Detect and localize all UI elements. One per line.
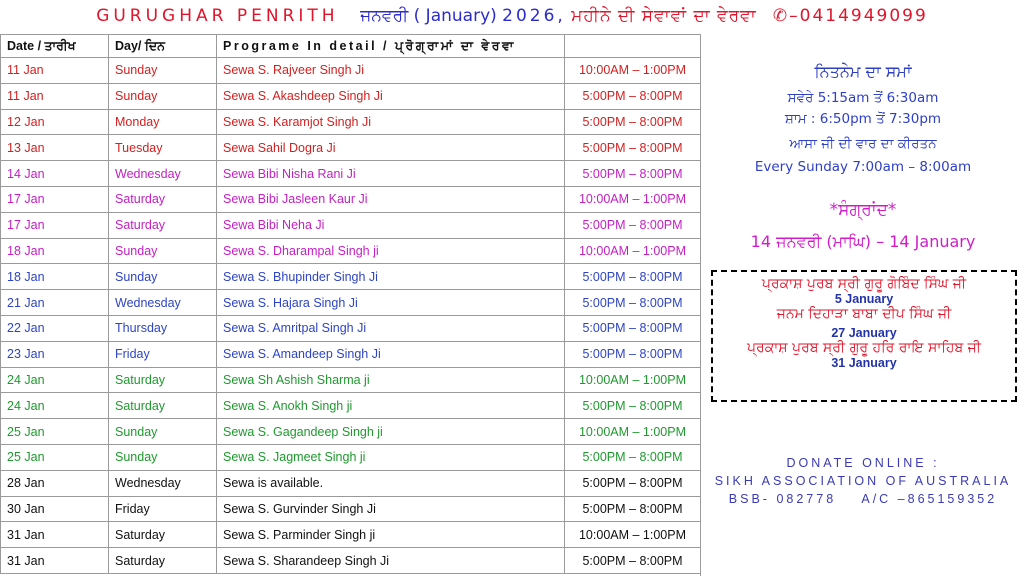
- cell-day: Sunday: [109, 419, 217, 445]
- cell-day: Tuesday: [109, 135, 217, 161]
- gurpurab-3-name: ਪ੍ਰਕਾਸ਼ ਪੁਰਬ ਸ੍ਰੀ ਗੁਰੂ ਹਰਿ ਰਾਇ ਸਾਹਿਬ ਜੀ: [747, 340, 981, 356]
- table-row: [1, 444, 701, 470]
- cell-time: 5:00PM – 8:00PM: [565, 264, 701, 290]
- cell-program: Sewa S. Gagandeep Singh ji: [217, 419, 565, 445]
- cell-program: Sewa S. Akashdeep Singh Ji: [217, 83, 565, 109]
- table-header-row: [1, 35, 701, 58]
- cell-day: Saturday: [109, 367, 217, 393]
- table-row: [1, 315, 701, 341]
- cell-program: Sewa S. Hajara Singh Ji: [217, 290, 565, 316]
- nitnem-evening: ਸ਼ਾਮ : 6:50pm ਤੋਂ 7:30pm: [784, 111, 942, 127]
- cell-time: 5:00PM – 8:00PM: [565, 161, 701, 187]
- gurughar-name: GURUGHAR PENRITH: [96, 6, 339, 26]
- cell-date: 25 Jan: [1, 419, 109, 445]
- cell-time: 5:00PM – 8:00PM: [565, 109, 701, 135]
- cell-program: Sewa Sahil Dogra Ji: [217, 135, 565, 161]
- sangrand-title: *ਸੰਗ੍ਰਾਂਦ*: [829, 200, 897, 220]
- table-row: [1, 470, 701, 496]
- cell-time: 5:00PM – 8:00PM: [565, 83, 701, 109]
- cell-date: 13 Jan: [1, 135, 109, 161]
- cell-day: Friday: [109, 496, 217, 522]
- subtitle-punjabi: ਮਹੀਨੇ ਦੀ ਸੇਵਾਵਾਂ ਦਾ ਵੇਰਵਾ: [571, 6, 757, 26]
- cell-date: 25 Jan: [1, 444, 109, 470]
- cell-date: 31 Jan: [1, 522, 109, 548]
- cell-program: Sewa S. Karamjot Singh Ji: [217, 109, 565, 135]
- cell-date: 21 Jan: [1, 290, 109, 316]
- cell-program: Sewa S. Amandeep Singh Ji: [217, 341, 565, 367]
- column-header-date: Date / ਤਾਰੀਖ: [1, 35, 109, 58]
- cell-time: 5:00PM – 8:00PM: [565, 393, 701, 419]
- cell-program: Sewa S. Jagmeet Singh ji: [217, 444, 565, 470]
- cell-time: 5:00PM – 8:00PM: [565, 315, 701, 341]
- cell-day: Wednesday: [109, 290, 217, 316]
- cell-day: Saturday: [109, 186, 217, 212]
- cell-program: Sewa S. Gurvinder Singh Ji: [217, 496, 565, 522]
- table-row: [1, 393, 701, 419]
- cell-day: Saturday: [109, 212, 217, 238]
- table-row: [1, 212, 701, 238]
- cell-program: Sewa S. Anokh Singh ji: [217, 393, 565, 419]
- donate-account: BSB- 082778 A/C –865159352: [728, 492, 998, 506]
- cell-program: Sewa S. Sharandeep Singh Ji: [217, 548, 565, 574]
- gurpurab-box: [711, 270, 1017, 402]
- cell-time: 10:00AM – 1:00PM: [565, 367, 701, 393]
- table-row: [1, 58, 701, 84]
- cell-day: Saturday: [109, 522, 217, 548]
- cell-time: 5:00PM – 8:00PM: [565, 444, 701, 470]
- cell-date: 28 Jan: [1, 470, 109, 496]
- cell-program: Sewa Sh Ashish Sharma ji: [217, 367, 565, 393]
- cell-time: 5:00PM – 8:00PM: [565, 341, 701, 367]
- page-title: [0, 0, 1024, 32]
- cell-program: Sewa Bibi Neha Ji: [217, 212, 565, 238]
- cell-program: Sewa S. Rajveer Singh Ji: [217, 58, 565, 84]
- table-row: [1, 161, 701, 187]
- cell-program: Sewa S. Amritpal Singh Ji: [217, 315, 565, 341]
- cell-program: Sewa S. Bhupinder Singh Ji: [217, 264, 565, 290]
- cell-time: 10:00AM – 1:00PM: [565, 58, 701, 84]
- cell-date: 14 Jan: [1, 161, 109, 187]
- nitnem-morning: ਸਵੇਰੇ 5:15am ਤੋਂ 6:30am: [787, 90, 939, 106]
- cell-day: Monday: [109, 109, 217, 135]
- gurpurab-1-name: ਪ੍ਰਕਾਸ਼ ਪੁਰਬ ਸ੍ਰੀ ਗੁਰੂ ਗੋਬਿੰਦ ਸਿੰਘ ਜੀ: [761, 276, 967, 292]
- cell-date: 11 Jan: [1, 83, 109, 109]
- table-row: [1, 186, 701, 212]
- cell-date: 30 Jan: [1, 496, 109, 522]
- cell-date: 18 Jan: [1, 238, 109, 264]
- cell-program: Sewa is available.: [217, 470, 565, 496]
- table-row: [1, 548, 701, 574]
- cell-time: 5:00PM – 8:00PM: [565, 212, 701, 238]
- cell-day: Sunday: [109, 264, 217, 290]
- column-header-program: Programe In detail / ਪ੍ਰੋਗ੍ਰਾਮਾਂ ਦਾ ਵੇਰਵਾ: [217, 35, 565, 58]
- month-punjabi: ਜਨਵਰੀ: [360, 6, 409, 26]
- cell-program: Sewa S. Parminder Singh ji: [217, 522, 565, 548]
- cell-day: Sunday: [109, 58, 217, 84]
- cell-date: 23 Jan: [1, 341, 109, 367]
- info-panel: [700, 34, 1024, 576]
- cell-date: 31 Jan: [1, 548, 109, 574]
- table-row: [1, 522, 701, 548]
- column-header-time: [565, 35, 701, 58]
- cell-day: Wednesday: [109, 470, 217, 496]
- cell-program: Sewa Bibi Nisha Rani Ji: [217, 161, 565, 187]
- year: 2026,: [502, 6, 566, 26]
- table-row: [1, 83, 701, 109]
- cell-date: 24 Jan: [1, 393, 109, 419]
- donate-title: DONATE ONLINE :: [786, 456, 940, 470]
- cell-day: Thursday: [109, 315, 217, 341]
- cell-program: Sewa Bibi Jasleen Kaur Ji: [217, 186, 565, 212]
- cell-program: Sewa S. Dharampal Singh ji: [217, 238, 565, 264]
- table-row: [1, 341, 701, 367]
- phone-number: ✆–0414949099: [772, 6, 928, 26]
- cell-time: 5:00PM – 8:00PM: [565, 290, 701, 316]
- table-row: [1, 367, 701, 393]
- cell-time: 10:00AM – 1:00PM: [565, 238, 701, 264]
- cell-time: 10:00AM – 1:00PM: [565, 186, 701, 212]
- cell-date: 17 Jan: [1, 212, 109, 238]
- cell-day: Wednesday: [109, 161, 217, 187]
- cell-date: 18 Jan: [1, 264, 109, 290]
- donate-organisation: SIKH ASSOCIATION OF AUSTRALIA: [714, 474, 1012, 488]
- cell-time: 10:00AM – 1:00PM: [565, 419, 701, 445]
- gurpurab-3-date: 31 January: [831, 356, 897, 370]
- cell-day: Saturday: [109, 548, 217, 574]
- cell-date: 22 Jan: [1, 315, 109, 341]
- table-row: [1, 496, 701, 522]
- schedule-table: [0, 34, 701, 574]
- sangrand-date: 14 ਜਨਵਰੀ (ਮਾਘਿ) – 14 January: [750, 232, 976, 251]
- table-row: [1, 135, 701, 161]
- cell-day: Sunday: [109, 83, 217, 109]
- table-row: [1, 419, 701, 445]
- column-header-day: Day/ ਦਿਨ: [109, 35, 217, 58]
- cell-time: 5:00PM – 8:00PM: [565, 135, 701, 161]
- table-row: [1, 109, 701, 135]
- table-row: [1, 238, 701, 264]
- cell-date: 17 Jan: [1, 186, 109, 212]
- cell-date: 12 Jan: [1, 109, 109, 135]
- asa-di-var-time: Every Sunday 7:00am – 8:00am: [754, 159, 972, 175]
- gurpurab-2-date: 27 January: [831, 326, 897, 340]
- cell-time: 5:00PM – 8:00PM: [565, 470, 701, 496]
- cell-day: Sunday: [109, 238, 217, 264]
- asa-di-var-title: ਆਸਾ ਜੀ ਦੀ ਵਾਰ ਦਾ ਕੀਰਤਨ: [789, 136, 937, 152]
- cell-day: Friday: [109, 341, 217, 367]
- cell-day: Sunday: [109, 444, 217, 470]
- cell-day: Saturday: [109, 393, 217, 419]
- table-row: [1, 290, 701, 316]
- table-row: [1, 264, 701, 290]
- cell-date: 11 Jan: [1, 58, 109, 84]
- cell-time: 10:00AM – 1:00PM: [565, 522, 701, 548]
- month-english: ( January): [413, 6, 497, 26]
- nitnem-title: ਨਿਤਨੇਮ ਦਾ ਸਮਾਂ: [814, 62, 912, 81]
- cell-time: 5:00PM – 8:00PM: [565, 496, 701, 522]
- gurpurab-2-name: ਜਨਮ ਦਿਹਾੜਾ ਬਾਬਾ ਦੀਪ ਸਿੰਘ ਜੀ: [776, 306, 952, 322]
- cell-date: 24 Jan: [1, 367, 109, 393]
- cell-time: 5:00PM – 8:00PM: [565, 548, 701, 574]
- gurpurab-1-date: 5 January: [834, 292, 894, 306]
